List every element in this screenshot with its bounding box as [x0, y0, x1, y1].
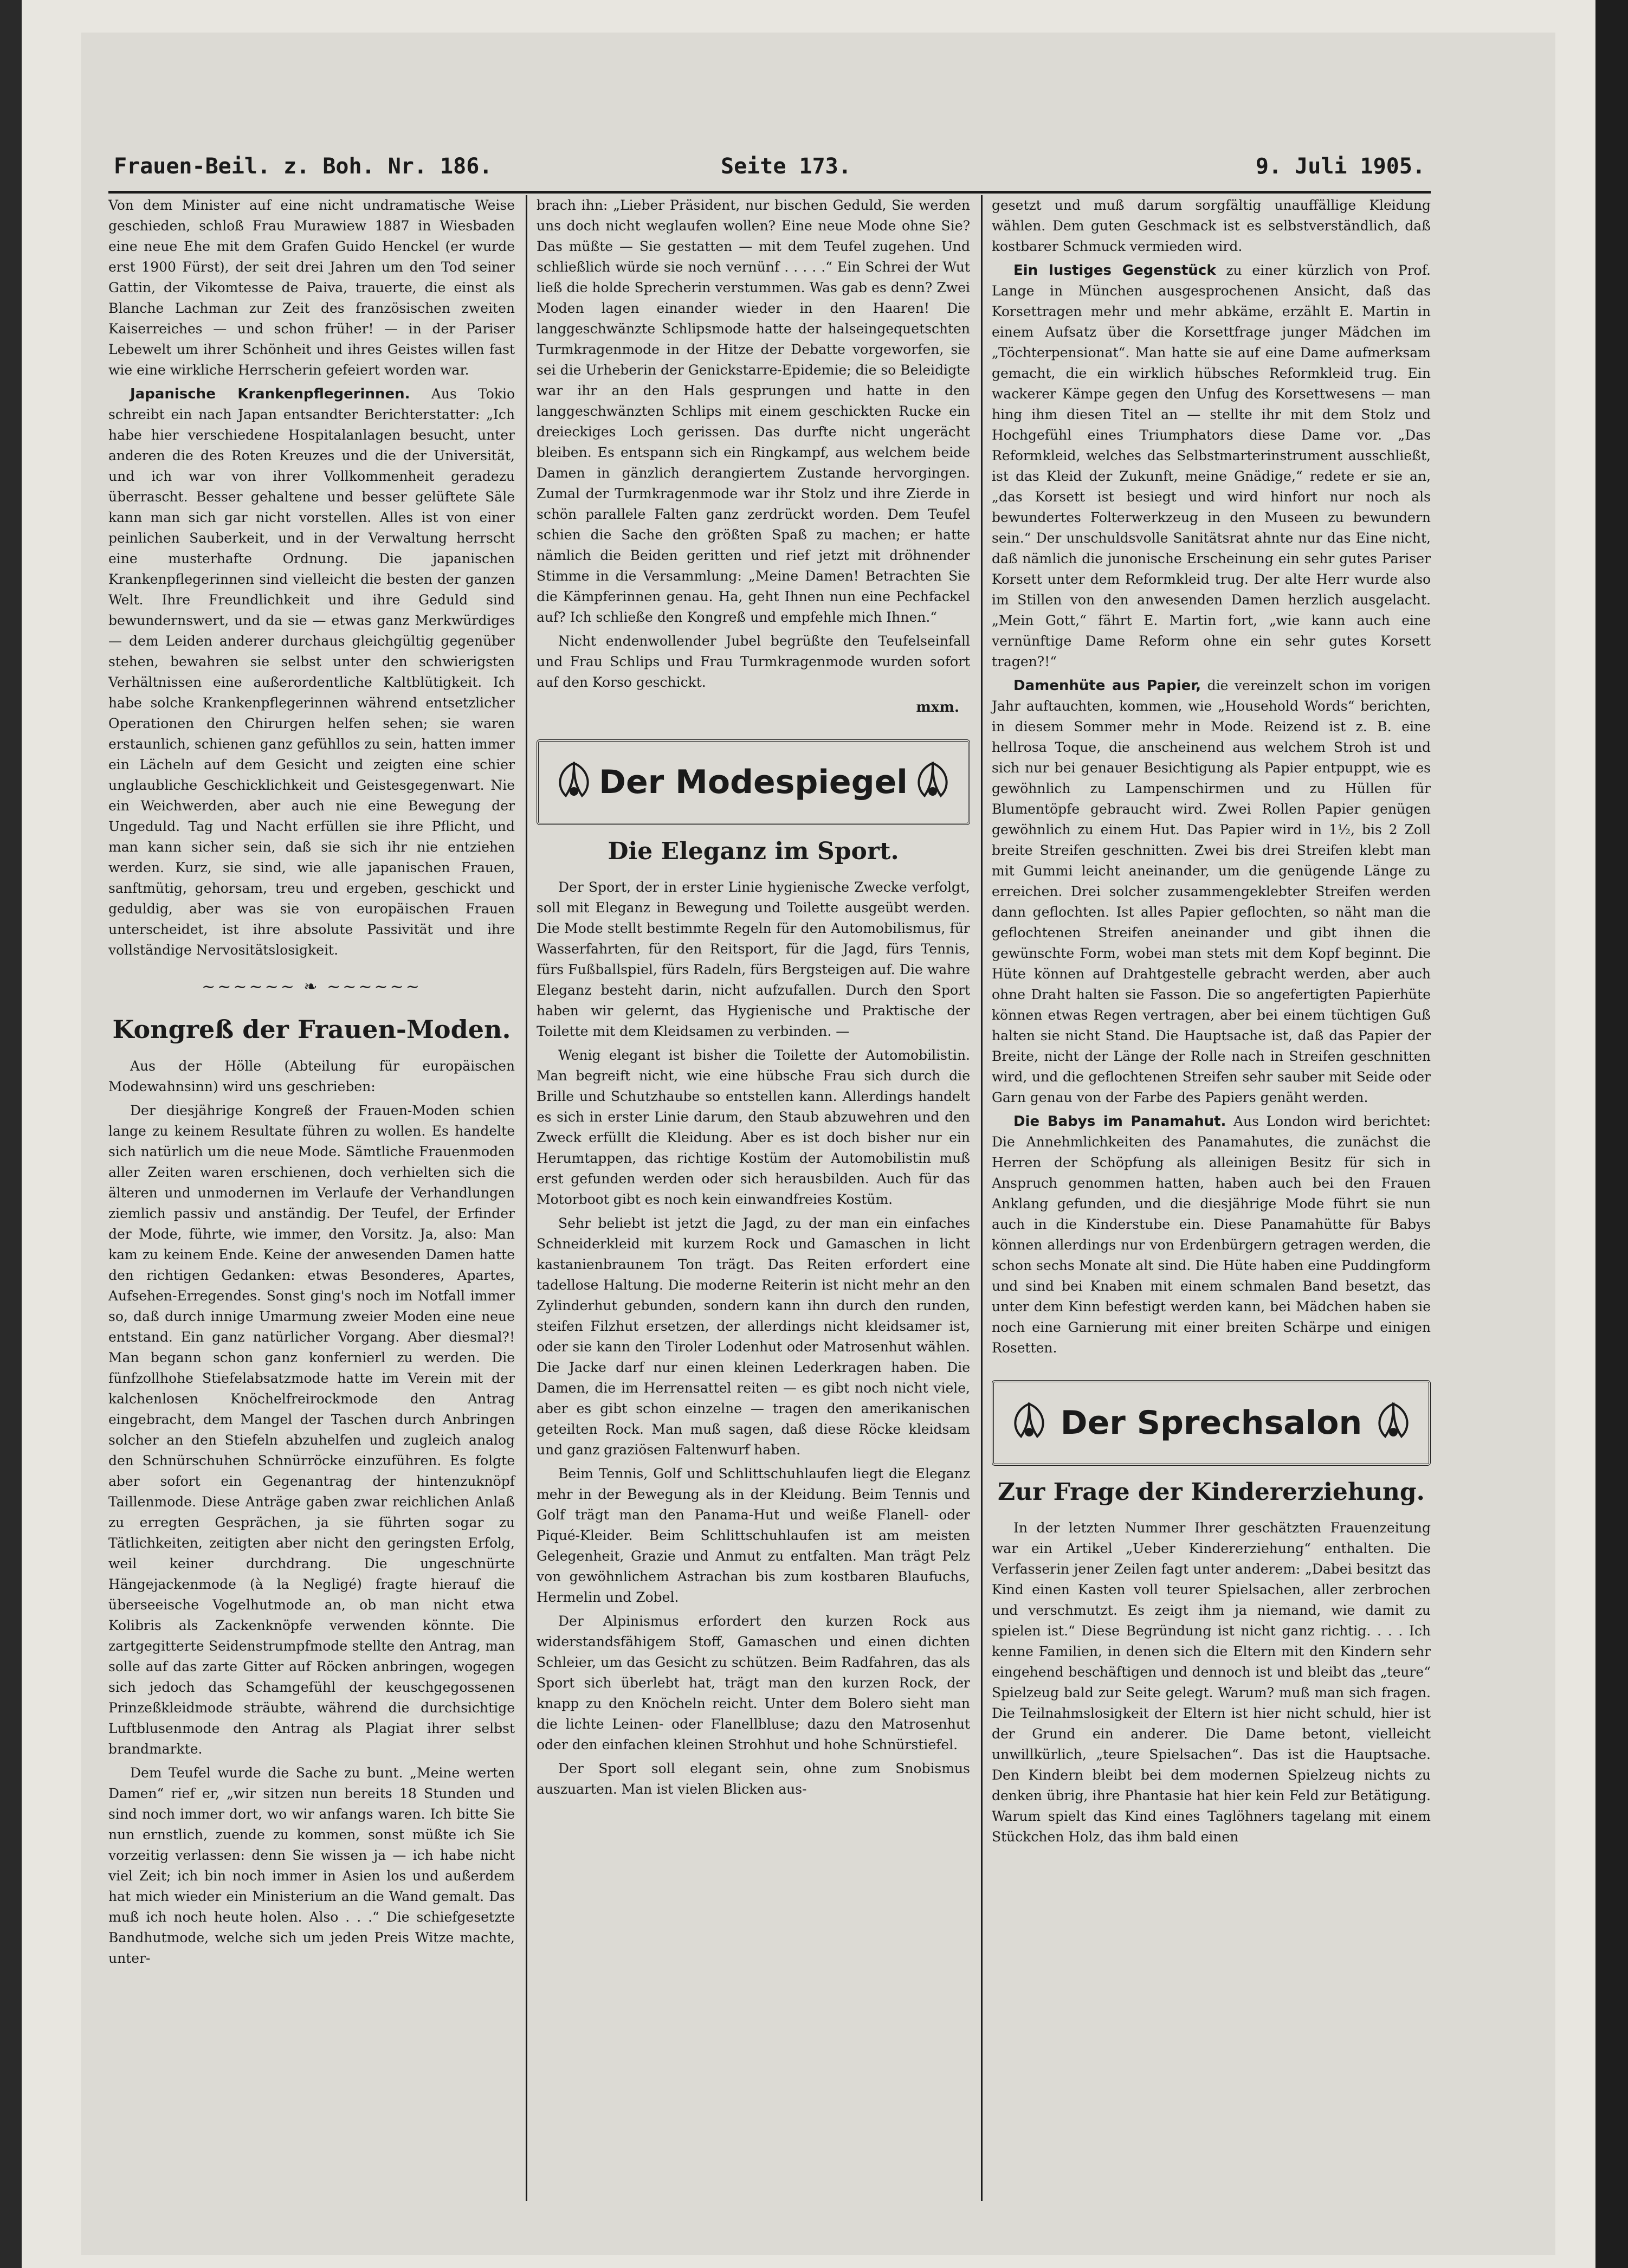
article-title: Kongreß der Frauen-Moden.	[112, 1015, 511, 1044]
floral-ornament-icon	[550, 758, 598, 807]
article-title: Die Eleganz im Sport.	[608, 837, 899, 865]
scan-border-left	[0, 0, 22, 2268]
paragraph: gesetzt und muß darum sorgfältig unauffällige Kleidung wählen. Dem guten Geschmack ist es selbstverständlich, daß kostbarer Schmuck vermieden wird.	[992, 197, 1431, 254]
paragraph-text: die vereinzelt schon im vorigen Jahr auftauchten, kommen, wie „Household Words“ berichten, in diesem Sommer mehr in Mode. Reizend ist z. B. eine hellrosa Toque, die anscheinend aus welchem Stroh ist und sich nur bei genauer Besichtigung als Papier entpuppt, wie es gewöhnlich zu Lampenschirmen und zu Hüllen für Blumentöpfe gebraucht wird. Zwei Rollen Papier genügen gewöhnlich zu einem Hut. Das Papier wird in 1½, bis 2 Zoll breite Streifen geschnitten. Zwei bis drei Streifen klebt man mit Gummi leicht aneinander, um die genügende Länge zu erreichen. Drei solcher zusammengeklebter Streifen werden dann geflochten. Ist alles Papier geflochten, so näht man die geflochtenen Streifen aneinander und gibt ihnen die gewünschte Form, wobei man stets mit dem Kopf beginnt. Die Hüte können auf Drahtgestelle gebracht werden, aber auch ohne Draht halten sie Fasson. Die so angefertigten Papierhüte können etwas Regen vertragen, aber bei einem tüchtigen Guß halten sie nicht Stand. Die Hauptsache ist, daß das Papier der Breite, nicht der Länge der Rolle nach in Streifen geschnitten wird, und die geflochtenen Streifen sehr sauber mit Seide oder Garn genau von der Farbe des Papiers genäht werden.	[992, 678, 1431, 1105]
column-2	[537, 195, 970, 1803]
column-divider-2	[981, 195, 983, 2201]
floral-ornament-icon	[1369, 1399, 1418, 1447]
paragraph	[108, 384, 515, 961]
column-divider-1	[526, 195, 527, 2201]
paragraph: Nicht endenwollender Jubel begrüßte den Teufelseinfall und Frau Schlips und Frau Turmkragenmode wurden sofort auf den Korso geschickt.	[537, 633, 970, 690]
paragraph: Der Sport soll elegant sein, ohne zum Snobismus auszuarten. Man ist vielen Blicken aus-	[537, 1761, 970, 1797]
paragraph: brach ihn: „Lieber Präsident, nur bischen Geduld, Sie werden uns doch nicht weglaufen wollen? Eine neue Mode ohne Sie? Das müßte — Sie gestatten — mit dem Teufel zugehen. Und schließlich würde sie noch vernünf . . . . .“ Ein Schrei der Wut ließ die holde Sprecherin verstummen. Was gab es denn? Zwei Moden lagen einander wieder in den Haaren! Die langgeschwänzte Schlipsmode hatte der halseingequetschten Turmkragenmode in der Hitze der Debatte vorgeworfen, sie sei die Urheberin der Genickstarre-Epidemie; die so Beleidigte war ihr an den Hals gesprungen und hatte in den langgeschwänzten Schlips mit einem geschickten Rucke ein dreieckiges Loch gerissen. Das durfte nicht ungerächt bleiben. Es entspann sich ein Ringkampf, aus welchem beide Damen in gänzlich derangiertem Zustande hervorgingen. Zumal der Turmkragenmode war ihr Stolz und ihre Zierde in schön parallele Falten ganz zerdrückt worden. Dem Teufel schien die Sache den größten Spaß zu machen; er hatte nämlich die Beiden geritten und rief jetzt mit dröhnender Stimme in die Versammlung: „Meine Damen! Betrachten Sie die Kämpferinnen genau. Ha, geht Ihnen nun eine Pechfackel auf? Ich schließe den Kongreß und empfehle mich Ihnen.“	[537, 197, 970, 625]
ornament-divider: ~~~~~~ ❧ ~~~~~~	[202, 977, 422, 996]
scan-border-right	[1595, 0, 1628, 2268]
paragraph-text: zu einer kürzlich von Prof. Lange in München ausgesprochenen Ansicht, daß das Korsettragen mehr und mehr abkäme, erzählt E. Martin in einem Aufsatz über die Korsettfrage junger Mädchen im „Töchterpensionat“. Man hatte sie auf eine Dame aufmerksam gemacht, die ein wirklich hübsches Reformkleid trug. Ein wackerer Kämpe gegen den Unfug des Korsettwesens — man hing ihm diesen Titel an — stellte ihr mit dem Stolz und Hochgefühl eines Triumphators diese Dame vor. „Das Reformkleid, welches das Selbstmarterinstrument ausschließt, ist das Kleid der Zukunft, meine Gnädige,“ redete er sie an, „das Korsett ist besiegt und wird hinfort nur noch als bewundertes Folterwerkzeug in den Museen zu bewundern sein.“ Der unschuldsvolle Sanitätsrat ahnte nur das Eine nicht, daß nämlich die junonische Erscheinung ein sehr gutes Pariser Korsett unter dem Reformkleid trug. Der alte Herr wurde also im Stillen von den anwesenden Damen herzlich ausgelacht. „Mein Gott,“ fährt E. Martin fort, „wie kann auch eine vernünftige Dame Reform ohne ein sehr gutes Korsett tragen?!“	[992, 262, 1431, 669]
paragraph: Aus der Hölle (Abteilung für europäischen Modewahnsinn) wird uns geschrieben:	[108, 1058, 515, 1094]
header-date: 9. Juli 1905.	[1255, 154, 1425, 179]
paragraph	[992, 260, 1431, 672]
header-rule	[108, 191, 1431, 194]
column-1	[108, 195, 515, 1972]
paragraph: Der Sport, der in erster Linie hygienische Zwecke verfolgt, soll mit Eleganz in Bewegung und Toilette ausgeübt werden. Die Mode stellt bestimmte Regeln für den Automobilismus, für Wasserfahrten, für den Reitsport, für die Jagd, fürs Tennis, fürs Fußballspiel, fürs Radeln, fürs Bergsteigen auf. Die wahre Eleganz besteht darin, nicht aufzufallen. Durch den Sport haben wir gelernt, das Hygienische und Praktische der Toilette mit dem Kleidsamen zu verbinden. —	[537, 879, 970, 1039]
banner-title: Der Modespiegel	[588, 772, 919, 792]
section-heading: Damenhüte aus Papier,	[1013, 678, 1201, 694]
paragraph: Sehr beliebt ist jetzt die Jagd, zu der man ein einfaches Schneiderkleid mit kurzem Rock und Gamaschen in licht kastanienbraunem Ton trägt. Das Reiten erfordert eine tadellose Haltung. Die moderne Reiterin ist nicht mehr an den Zylinderhut gebunden, sondern kann ihn durch den runden, steifen Filzhut ersetzen, der allerdings nicht kleidsamer ist, oder sie kann den Tiroler Lodenhut oder Matrosenhut wählen. Die Jacke darf nur einen kleinen Lederkragen haben. Die Damen, die im Herrensattel reiten — es gibt noch nicht viele, aber es gibt schon einzelne — tragen den amerikanischen geteilten Rock. Man muß sagen, daß diese Röcke kleidsam und ganz graziösen Faltenwurf haben.	[537, 1215, 970, 1458]
paragraph: Der Alpinismus erfordert den kurzen Rock aus widerstandsfähigem Stoff, Gamaschen und einen dichten Schleier, um das Gesicht zu schützen. Beim Radfahren, das als Sport sich überlebt hat, trägt man den kurzen Rock, der knapp zu den Knöcheln reicht. Unter dem Bolero sieht man die lichte Leinen- oder Flanellbluse; dazu den Matrosenhut oder den einfachen kleinen Strohhut und hohe Schnürstiefel.	[537, 1613, 970, 1752]
floral-ornament-icon	[908, 758, 957, 807]
paragraph-text: Aus Tokio schreibt ein nach Japan entsandter Berichterstatter: „Ich habe hier verschiedene Hospitalanlagen besucht, unter anderen die des Roten Kreuzes und die der Universität, und ich war von ihrer Vollkommenheit geradezu überrascht. Besser gehaltene und besser gelüftete Säle kann man sich gar nicht vorstellen. Alles ist von einer peinlichen Sauberkeit, und in der Verwaltung herrscht eine musterhafte Ordnung. Die japanischen Krankenpflegerinnen sind vielleicht die besten der ganzen Welt. Ihre Freundlichkeit und ihre Geduld sind bewundernswert, und da sie — etwas ganz Merkwürdiges — dem Leiden anderer durchaus gleichgültig gegenüber stehen, bewahren sie selbst unter den schwierigsten Verhältnissen eine außerordentliche Kaltblütigkeit. Ich habe solche Krankenpflegerinnen während entsetzlicher Operationen den Chirurgen helfen sehen; sie waren erstaunlich, schienen ganz gefühllos zu sein, hatten immer ein Lächeln auf dem Gesicht und zeigten eine schier unglaubliche Geschicklichkeit und Geistesgegenwart. Nie ein Weichwerden, aber auch nie eine Bewegung der Ungeduld. Tag und Nacht erfüllen sie ihre Pflicht, und man kann sicher sein, daß sie sich ihr nie entziehen werden. Kurz, sie sind, wie alle japanischen Frauen, sanftmütig, gehorsam, treu und ergeben, geschickt und geduldig, aber was sie von europäischen Frauen unterscheidet, ist ihre absolute Passivität und ihre vollständige Nervositätslosigkeit.	[108, 386, 515, 958]
paragraph	[992, 1111, 1431, 1358]
paragraph: Wenig elegant ist bisher die Toilette der Automobilistin. Man begreift nicht, wie eine hübsche Frau sich durch die Brille und Schutzhaube so entstellen kann. Allerdings handelt es sich in erster Linie darum, den Staub abzuwehren und den Zweck erfüllt die Kleidung. Aber es ist doch bisher nur ein Herumtappen, das richtige Kostüm der Automobilistin muß erst gefunden werden oder sich herausbilden. Auch für das Motorboot gibt es noch kein einwandfreies Kostüm.	[537, 1047, 970, 1207]
paragraph: Dem Teufel wurde die Sache zu bunt. „Meine werten Damen“ rief er, „wir sitzen nun bereits 18 Stunden und sind noch immer dort, wo wir anfangs waren. Ich bitte Sie nun ernstlich, zuende zu kommen, sonst müßte ich Sie vorzeitig verlassen: denn Sie wissen ja — ich habe nicht viel Zeit; ich bin noch immer in Asien los und außerdem hat mich wieder ein Ministerium an die Wand gemalt. Das muß ich noch heute holen. Also . . .“ Die schiefgesetzte Bandhutmode, welche sich um jeden Preis Witze machte, unter-	[108, 1765, 515, 1966]
section-heading: Die Babys im Panamahut.	[1013, 1113, 1226, 1130]
paragraph: In der letzten Nummer Ihrer geschätzten Frauenzeitung war ein Artikel „Ueber Kindererziehung“ enthalten. Die Verfasserin jener Zeilen fagt unter anderem: „Dabei besitzt das Kind einen Kasten voll teurer Spielsachen, aller zerbrochen und verschmutzt. Es zeigt ihm ja niemand, wie damit zu spielen ist.“ Diese Begründung ist nicht ganz richtig. . . . Ich kenne Familien, in denen sich die Eltern mit den Kindern sehr eingehend beschäftigen und dennoch ist und bleibt das „teure“ Spielzeug bald zur Seite gelegt. Warum? muß man sich fragen. Die Teilnahmslosigkeit der Eltern ist hier nicht schuld, hier ist der Grund ein anderer. Die Dame betont, vielleicht unwillkürlich, „teure Spielsachen“. Das ist die Hauptsache. Den Kindern bleibt bei dem modernen Spielzeug nichts zu denken übrig, ihre Phantasie hat hier kein Feld zur Betätigung. Warum spielt das Kind eines Taglöhners tagelang mit einem Stückchen Holz, das ihm bald einen	[992, 1520, 1431, 1845]
paragraph: Von dem Minister auf eine nicht undramatische Weise geschieden, schloß Frau Murawiew 1887 in Wiesbaden eine neue Ehe mit dem Grafen Guido Henckel (er wurde erst 1900 Fürst), der seit drei Jahren um den Tod seiner Gattin, der Vikomtesse de Paiva, trauerte, die einst als Blanche Lachman zur Zeit des französischen zweiten Kaiserreiches — und schon früher! — in der Pariser Lebewelt um ihrer Schönheit und ihres Geistes willen fast wie eine wirkliche Herrscherin gefeiert worden war.	[108, 197, 515, 378]
paragraph-text: Aus London wird berichtet: Die Annehmlichkeiten des Panamahutes, die zunächst die Herren der Schöpfung als alleinigen Besitz für sich in Anspruch genommen hatten, haben auch bei den Frauen Anklang gefunden, und die diesjährige Mode führt sie nun auch in die Kinderstube ein. Diese Panamahütte für Babys können allerdings nur von Erdenbürgern getragen werden, die schon sechs Monate alt sind. Die Hüte haben eine Puddingform und sind bei Knaben mit einem schmalen Band besetzt, das unter dem Kinn befestigt werden kann, bei Mädchen haben sie noch eine Garnierung mit einer breiten Schärpe und einigen Rosetten.	[992, 1113, 1431, 1356]
author-signature: mxm.	[916, 699, 959, 716]
section-banner	[537, 739, 970, 825]
paragraph: Beim Tennis, Golf und Schlittschuhlaufen liegt die Eleganz mehr in der Bewegung als in der Kleidung. Beim Tennis und Golf trägt man den Panama-Hut und weiße Flanell- oder Piqué-Kleider. Beim Schlittschuhlaufen ist am meisten Gelegenheit, Grazie und Anmut zu entfalten. Man trägt Pelz von gewöhnlichem Astrachan bis zum kostbaren Blaufuchs, Hermelin und Zobel.	[537, 1466, 970, 1605]
section-heading: Japanische Krankenpflegerinnen.	[130, 386, 410, 402]
floral-ornament-icon	[1005, 1399, 1054, 1447]
header-publication: Frauen-Beil. z. Boh. Nr. 186.	[114, 154, 493, 179]
section-banner	[992, 1380, 1431, 1466]
section-heading: Ein lustiges Gegenstück	[1013, 262, 1216, 279]
article-title: Zur Frage der Kindererziehung.	[998, 1478, 1425, 1506]
page-header	[114, 146, 1425, 190]
column-3	[992, 195, 1431, 1851]
banner-title: Der Sprechsalon	[1050, 1413, 1373, 1433]
header-page-number: Seite 173.	[721, 154, 851, 179]
paragraph: Der diesjährige Kongreß der Frauen-Moden schien lange zu keinem Resultate führen zu wollen. Es handelte sich natürlich um die neue Mode. Sämtliche Frauenmoden aller Zeiten waren erschienen, doch verhielten sich die älteren und unmodernen im Verlaufe der Verhandlungen ziemlich passiv und anständig. Der Teufel, der Erfinder der Mode, führte, wie immer, den Vorsitz. Ja, also: Man kam zu keinem Ende. Keine der anwesenden Damen hatte den richtigen Gedanken: etwas Besonderes, Apartes, Aufsehen-Erregendes. Sonst ging's noch im Notfall immer so, daß durch innige Umarmung zweier Moden eine neue entstand. Ein ganz natürlicher Vorgang. Aber diesmal?! Man begann schon ganz konfernierl zu werden. Die fünfzollhohe Stiefelabsatzmode hatte im Verein mit der kalchenlosen Knöchelfreirockmode den Antrag eingebracht, dem Mangel der Taschen durch Anbringen solcher an den Stiefeln abzuhelfen und zugleich analog den Schnürschuhen Schnürröcke einzuführen. Es folgte aber sofort ein Gegenantrag der hintenzuknöpf Taillenmode. Diese Anträge gaben zwar reichlichen Anlaß zu erregten Gesprächen, ja sie führten sogar zu Tätlichkeiten, zeitigten aber nicht den geringsten Erfolg, weil keiner durchdrang. Die ungeschnürte Hängejackenmode (à la Negligé) fragte hierauf die überseeische Vogelhutmode an, ob man nicht etwa Kolibris als Zackenknöpfe verwenden könnte. Die zartgegitterte Seidenstrumpfmode stellte den Antrag, man solle auf das zarte Gitter auf Röcken anbringen, wogegen sich jedoch das Schamgefühl der keuschgegossenen Prinzeßkleidmode sträubte, während die durchsichtige Luftblusenmode den Antrag als Plagiat ihrer selbst brandmarkte.	[108, 1103, 515, 1757]
paragraph	[992, 675, 1431, 1108]
